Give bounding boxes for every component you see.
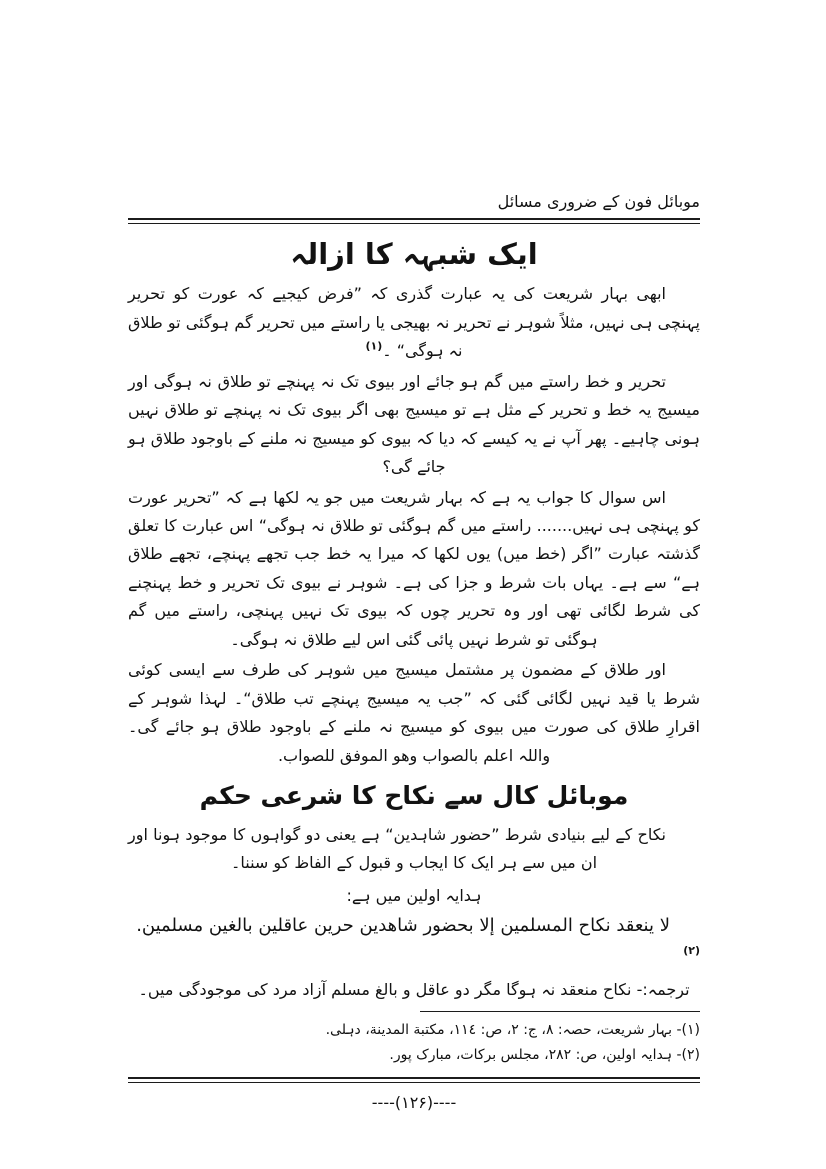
source-intro-line: ہدایہ اولین میں ہے: [346, 885, 482, 905]
paragraph-doubt-4: اور طلاق کے مضمون پر مشتمل میسیج میں شوہر کی طرف سے ایسی کوئی شرط یا قید نہیں لگائی گئی کہ ”جب یہ میسیج پہنچے تب طلاق“۔ لہذا شوہر کے اقرارِ طلاق کی صورت میں بیوی کو میسیج نہ ملنے کے باوجود طلاق ہو جائے گی۔ واللہ اعلم بالصواب وھو الموفق للصواب. [128, 660, 700, 765]
section-heading-nikah-ruling: موبائل کال سے نکاح کا شرعی حکم [199, 781, 629, 811]
paragraph-nikah-1: نکاح کے لیے بنیادی شرط ”حضور شاہدین“ ہے یعنی دو گواہوں کا موجود ہونا اور ان میں سے ہر ایک کا ایجاب و قبول کے الفاظ کو سننا۔ [128, 824, 666, 873]
section-heading-doubt-removal: ایک شبہہ کا ازالہ [290, 237, 538, 271]
page-number: ----(۱۲۶)---- [371, 1093, 457, 1113]
page-header [128, 190, 700, 224]
arabic-quote-line [128, 911, 700, 972]
page-body [128, 236, 700, 1003]
paragraph-doubt-1-text: ابھی بہار شریعت کی یہ عبارت گذری کہ ”فرض کیجیے کہ عورت کو تحریر پہنچی ہی نہیں، مثلاً شوہر نے تحریر نہ بھیجی یا راستے میں تحریر گم ہوگئی تو طلاق نہ ہوگی“ ۔ [128, 284, 700, 361]
arabic-quote-text: لا ينعقد نكاح المسلمين إلا بحضور شاهدين حرين عاقلين بالغين مسلمين. [136, 914, 670, 936]
paragraph-doubt-2: تحریر و خط راستے میں گم ہو جائے اور بیوی تک نہ پہنچے تو طلاق نہ ہوگی اور میسیج یہ خط و تحریر کے مثل ہے تو میسیج بھی اگر بیوی تک نہ پہنچے تو طلاق نہیں ہونی چاہیے۔ پھر آپ نے یہ کیسے کہ دیا کہ بیوی کو میسیج نہ ملنے کے باوجود طلاق ہو جائے گی؟ [128, 371, 700, 477]
footnote-marker-2: (۲) [683, 944, 700, 958]
paragraph-doubt-3: اس سوال کا جواب یہ ہے کہ بہار شریعت میں جو یہ لکھا ہے کہ ”تحریر عورت کو پہنچی ہی نہیں....... راستے میں گم ہوگئی تو طلاق نہ ہوگی“ اس عبارت کا تعلق گذشتہ عبارت ”اگر (خط میں) یوں لکھا کہ میرا یہ خط جب تجھے پہنچے، تجھے طلاق ہے“ سے ہے۔ یہاں بات شرط و جزا کی ہے۔ شوہر نے بیوی تک تحریر و خط پہنچنے کی شرط لگائی تھی اور وہ تحریر چوں کہ بیوی تک نہیں پہنچی، راستے میں گم ہوگئی تو شرط نہیں پائی گئی اس لیے طلاق نہ ہوگی۔ [128, 487, 700, 649]
footnote-separator-rule [420, 1011, 700, 1012]
running-head: موبائل فون کے ضروری مسائل [497, 192, 700, 211]
footnote-1: (۱)- بہار شریعت، حصہ: ۸، ج: ۲، ص: ۱۱٤، مکتبة المدینة، دہلی. [325, 1022, 700, 1039]
footnote-marker-1: (۱) [365, 339, 383, 353]
footnote-2: (۲)- ہدایہ اولین، ص: ۲۸۲، مجلس برکات، مبارک پور. [389, 1046, 700, 1063]
paragraph-doubt-1 [128, 280, 700, 365]
page-footer [128, 1011, 700, 1112]
translation-line: ترجمہ:- نکاح منعقد نہ ہوگا مگر دو عاقل و بالغ مسلم آزاد مرد کی موجودگی میں۔ [138, 980, 690, 1000]
header-double-rule [128, 218, 700, 224]
footer-double-rule [128, 1077, 700, 1083]
